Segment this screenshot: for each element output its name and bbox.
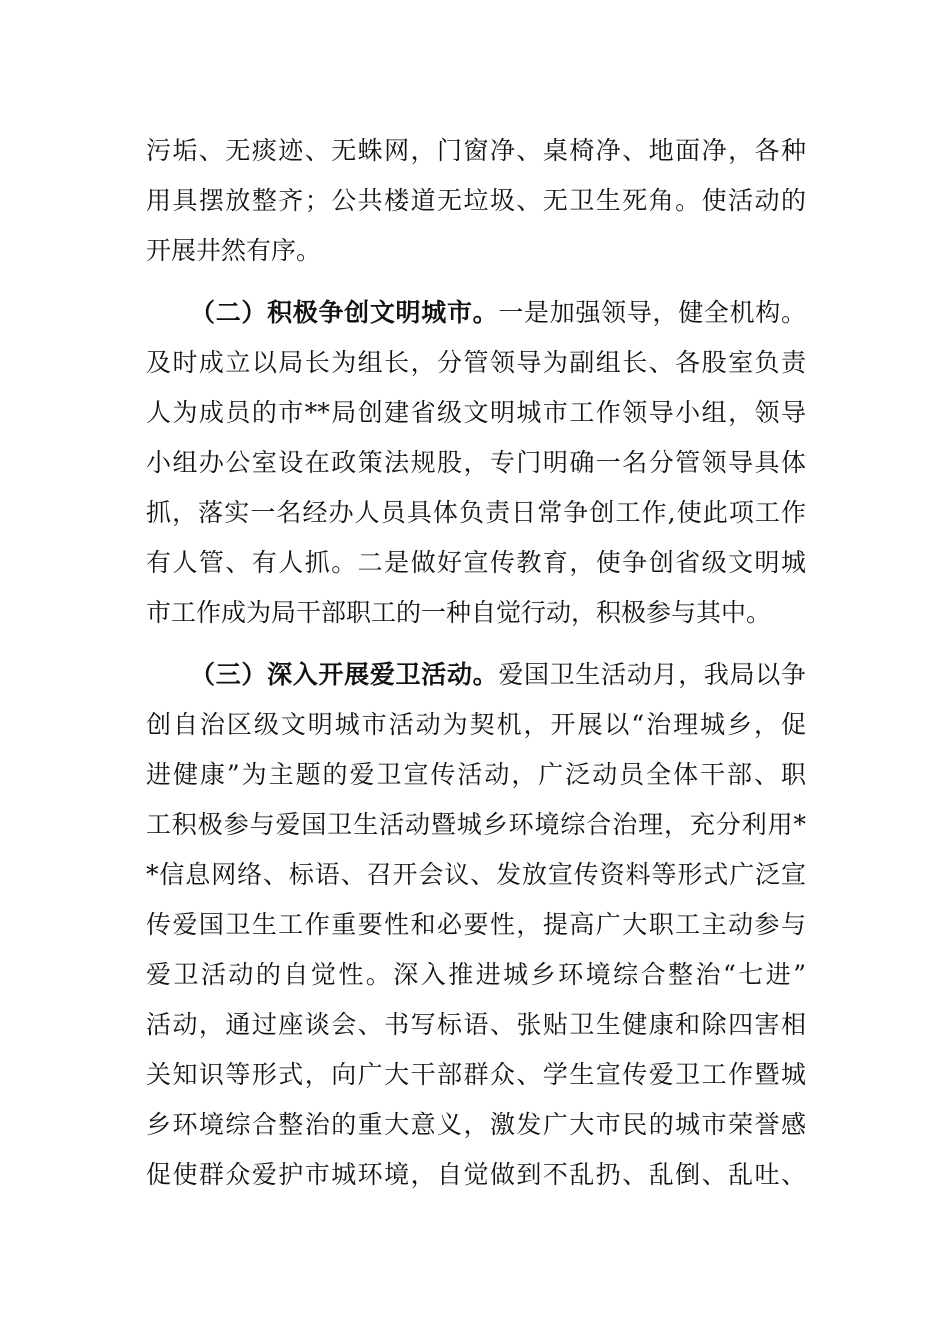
paragraph-line: 用具摆放整齐；公共楼道无垃圾、无卫生死角。使活动的 [146,186,806,215]
section-heading: （三）深入开展爱卫活动。 [190,660,499,689]
paragraph-line: 抓，落实一名经办人员具体负责日常争创工作,使此项工作 [146,498,806,527]
paragraph-line: 爱卫活动的自觉性。深入推进城乡环境综合整治“七进” [146,960,806,989]
paragraph-first-line [190,655,806,695]
paragraph-line: 乡环境综合整治的重大意义，激发广大市民的城市荣誉感 [146,1110,806,1139]
paragraph-line: 活动，通过座谈会、书写标语、张贴卫生健康和除四害相 [146,1010,806,1039]
paragraph-line: *信息网络、标语、召开会议、发放宣传资料等形式广泛宣 [146,860,806,889]
paragraph-text: 一是加强领导，健全机构。 [498,298,806,327]
paragraph-line: 工积极参与爱国卫生活动暨城乡环境综合治理，充分利用* [146,810,806,839]
paragraph-line: 市工作成为局干部职工的一种自觉行动，积极参与其中。 [146,598,772,627]
paragraph-line: 有人管、有人抓。二是做好宣传教育，使争创省级文明城 [146,548,806,577]
paragraph-line: 污垢、无痰迹、无蛛网，门窗净、桌椅净、地面净，各种 [146,136,806,165]
paragraph-line: 开展井然有序。 [146,236,322,265]
paragraph-line: 促使群众爱护市城环境，自觉做到不乱扔、乱倒、乱吐、 [146,1160,806,1189]
paragraph-text: 爱国卫生活动月，我局以争 [498,660,806,689]
paragraph-line: 小组办公室设在政策法规股，专门明确一名分管领导具体 [146,448,806,477]
paragraph-line: 关知识等形式，向广大干部群众、学生宣传爱卫工作暨城 [146,1060,806,1089]
paragraph-line: 进健康”为主题的爱卫宣传活动，广泛动员全体干部、职 [146,760,806,789]
paragraph-line: 人为成员的市**局创建省级文明城市工作领导小组，领导 [146,398,806,427]
paragraph-line: 传爱国卫生工作重要性和必要性，提高广大职工主动参与 [146,910,806,939]
paragraph-first-line [190,293,806,333]
section-heading: （二）积极争创文明城市。 [190,298,499,327]
paragraph-line: 及时成立以局长为组长，分管领导为副组长、各股室负责 [146,348,806,377]
paragraph-line: 创自治区级文明城市活动为契机，开展以“治理城乡，促 [146,710,806,739]
